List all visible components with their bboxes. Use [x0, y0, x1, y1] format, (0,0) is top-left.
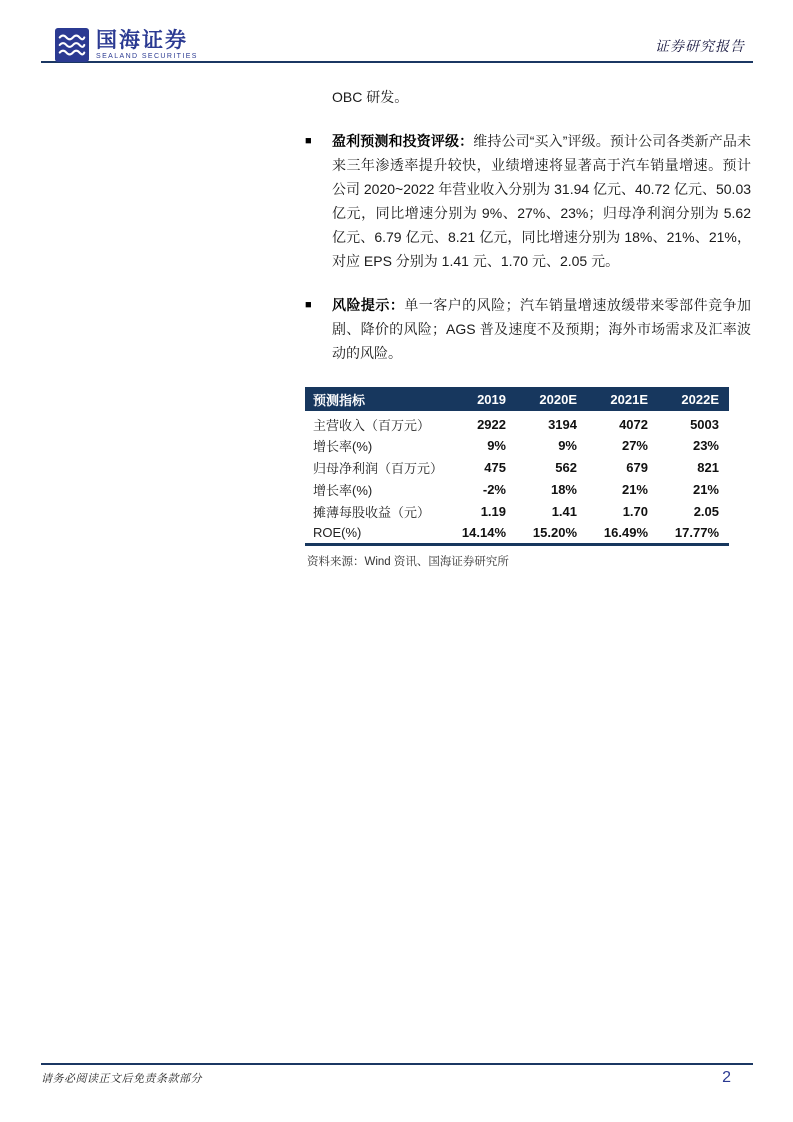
bullet-lead: 风险提示： [332, 297, 405, 313]
value-cell: 1.70 [622, 503, 648, 519]
row-label-cell: ROE(%) [313, 524, 362, 540]
brand-text [96, 30, 198, 61]
table-header-cell: 2021E [587, 387, 658, 411]
seal-logo-icon [55, 28, 89, 62]
table-row [305, 478, 729, 500]
bullet-body: 单一客户的风险；汽车销量增速放缓带来零部件竞争加剧、降价的风险；AGS 普及速度不及预期；海外市场需求及汇率波动的风险。 [332, 297, 752, 361]
value-cell: 821 [697, 459, 719, 475]
value-cell: 5003 [690, 417, 719, 432]
bullet-lead: 盈利预测和投资评级： [332, 133, 474, 149]
value-cell: 9% [487, 437, 506, 453]
paragraph-continuation: OBC 研发。 [332, 89, 409, 105]
row-label-cell: 摊薄每股收益（元） [313, 504, 431, 520]
bullet-square-icon: ■ [305, 299, 312, 311]
table-row [305, 434, 729, 456]
table-body [305, 411, 729, 544]
bullet-square-icon: ■ [305, 135, 312, 147]
value-cell: 17.77% [674, 524, 719, 540]
value-cell: -2% [482, 481, 506, 497]
page-number: 2 [722, 1069, 731, 1086]
table-header-cell: 预测指标 [305, 387, 445, 411]
value-cell: 15.20% [532, 524, 577, 540]
value-cell: 4072 [619, 417, 648, 432]
value-cell: 18% [550, 481, 577, 497]
report-type-label: 证券研究报告 [655, 40, 745, 55]
bullet-body: 维持公司“买入”评级。预计公司各类新产品未来三年渗透率提升较快，业绩增速将显著高于汽车销量增速。预计公司 2020~2022 年营业收入分别为 31.94 亿元、40.72 亿元、50.03 亿元，同比增速分别为 9%、27%、23%；归母净利润分别为 5.62 亿元、6.79 亿元、8.21 亿元，同比增速分别为 18%、21%、21%，对应 EPS 分别为 1.41 元、1.70 元、2.05 元。 [332, 133, 752, 269]
value-cell: 475 [484, 459, 506, 475]
value-cell: 9% [558, 437, 577, 453]
brand-name-en: SEALAND SECURITIES [96, 52, 198, 60]
value-cell: 23% [692, 437, 719, 453]
table-header-row [305, 387, 729, 411]
report-body [305, 85, 751, 569]
row-label-cell: 增长率(%) [313, 482, 373, 498]
table-header-cell: 2020E [516, 387, 587, 411]
table-source-note: 资料来源：Wind 资讯、国海证券研究所 [307, 555, 509, 568]
bullet-profit-forecast [305, 129, 751, 273]
value-cell: 1.41 [551, 503, 577, 519]
table-header-cell: 2022E [658, 387, 729, 411]
row-label-cell: 归母净利润（百万元） [313, 460, 444, 476]
brand-logo [55, 28, 198, 62]
value-cell: 2.05 [693, 503, 719, 519]
table-row [305, 456, 729, 478]
row-label-cell: 主营收入（百万元） [313, 418, 431, 433]
value-cell: 3194 [548, 417, 577, 432]
forecast-table [305, 387, 729, 546]
value-cell: 679 [626, 459, 648, 475]
table-row [305, 522, 729, 544]
value-cell: 562 [555, 459, 577, 475]
footer-disclaimer: 请务必阅读正文后免责条款部分 [41, 1073, 202, 1085]
value-cell: 2922 [477, 417, 506, 432]
value-cell: 21% [621, 481, 648, 497]
row-label-cell: 增长率(%) [313, 438, 373, 454]
bullet-risk-warning-text [332, 293, 751, 365]
page-header [41, 26, 753, 63]
table-row [305, 500, 729, 522]
bullet-risk-warning [305, 293, 751, 365]
table-row [305, 411, 729, 434]
page-footer [41, 1063, 753, 1086]
brand-name-cn: 国海证券 [96, 28, 188, 52]
value-cell: 21% [692, 481, 719, 497]
value-cell: 16.49% [603, 524, 648, 540]
value-cell: 1.19 [480, 503, 506, 519]
value-cell: 27% [621, 437, 648, 453]
bullet-profit-forecast-text [332, 129, 751, 273]
value-cell: 14.14% [461, 524, 506, 540]
table-header-cell: 2019 [445, 387, 516, 411]
